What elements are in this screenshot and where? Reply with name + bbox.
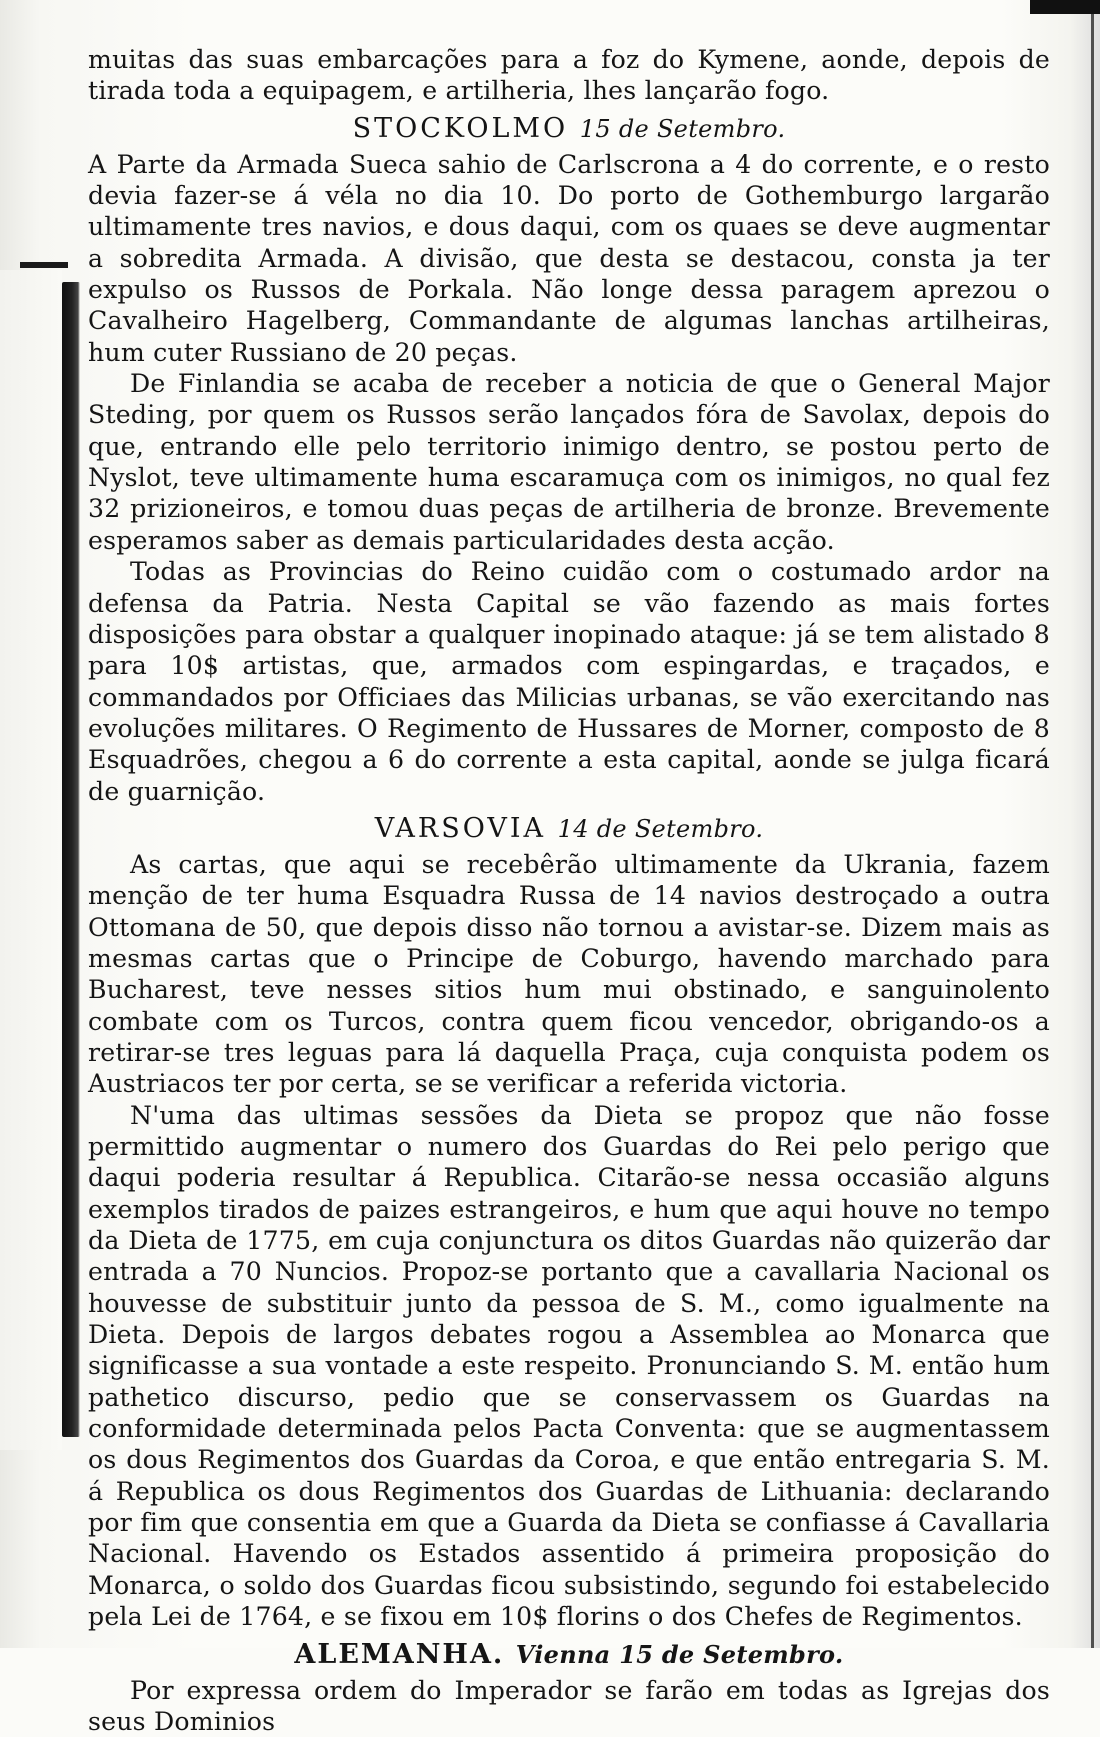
paragraph-stockolmo-1: A Parte da Armada Sueca sahio de Carlscrona a 4 do corrente, e o resto devia fazer-se á véla no dia 10. Do porto de Gothemburgo largarão ultimamente tres navios, e dous daqui, com os quaes se deve augmentar a sobredita Armada. A divisão, que desta se destacou, consta ja ter expulso os Russos de Porkala. Não longe dessa paragem aprezou o Cavalheiro Hagelberg, Commandante de algumas lanchas artilheiras, hum cuter Russiano de 20 peças. — [88, 149, 1050, 368]
binding-mark — [20, 262, 68, 268]
paragraph-stockolmo-2: De Finlandia se acaba de receber a noticia de que o General Major Steding, por quem os Russos serão lançados fóra de Savolax, depois do que, entrando elle pelo territorio inimigo dentro, se postou perto de Nyslot, teve ultimamente huma escaramuça com os inimigos, no qual fez 32 prizioneiros, e tomou duas peças de artilheria de bronze. Brevemente esperamos saber as demais particularidades desta acção. — [88, 368, 1050, 556]
dateline-date: 14 de Setembro. — [558, 815, 764, 843]
dateline-date: Vienna 15 de Setembro. — [516, 1640, 844, 1669]
page-corner — [1030, 0, 1100, 14]
page-edge — [1091, 0, 1094, 1648]
dateline-varsovia — [88, 811, 1050, 847]
dateline-stockolmo — [88, 111, 1050, 147]
dateline-place: STOCKOLMO — [353, 113, 569, 144]
binding-edge — [62, 282, 80, 1437]
paragraph-varsovia-1: As cartas, que aqui se recebêrão ultimamente da Ukrania, fazem menção de ter huma Esquadra Russa de 14 navios destroçado a outra Ottomana de 50, que depois disso não tornou a avistar-se. Dizem mais as mesmas cartas que o Principe de Coburgo, havendo marchado para Bucharest, teve nesses sitios hum mui obstinado, e sanguinolento combate com os Turcos, contra quem ficou vencedor, obrigando-os a retirar-se tres leguas para lá daquella Praça, cuja conquista podem os Austriacos ter por certa, se se verificar a referida victoria. — [88, 849, 1050, 1100]
dateline-place: VARSOVIA — [375, 813, 546, 844]
article-text — [88, 44, 1050, 1737]
paragraph-continuation: muitas das suas embarcações para a foz do Kymene, aonde, depois de tirada toda a equipagem, e artilheria, lhes lançarão fogo. — [88, 44, 1050, 107]
paragraph-stockolmo-3: Todas as Provincias do Reino cuidão com o costumado ardor na defensa da Patria. Nesta Capital se vão fazendo as mais fortes disposições para obstar a qualquer inopinado ataque: já se tem alistado 8 para 10$ artistas, que, armados com espingardas, e traçados, e commandados por Officiaes das Milicias urbanas, se vão exercitando nas evoluções militares. O Regimento de Hussares de Morner, composto de 8 Esquadrões, chegou a 6 do corrente a esta capital, aonde se julga ficará de guarnição. — [88, 556, 1050, 807]
paragraph-alemanha-1: Por expressa ordem do Imperador se farão em todas as Igrejas dos seus Dominios — [88, 1675, 1050, 1737]
paragraph-varsovia-2: N'uma das ultimas sessões da Dieta se propoz que não fosse permittido augmentar o numero dos Guardas do Rei pelo perigo que daqui poderia resultar á Republica. Citarão-se nessa occasião alguns exemplos tirados de paizes estrangeiros, e hum que aqui houve no tempo da Dieta de 1775, em cuja conjunctura os ditos Guardas não quizerão dar entrada a 70 Nuncios. Propoz-se portanto que a cavallaria Nacional os houvesse de substituir junto da pessoa de S. M., como igualmente na Dieta. Depois de largos debates rogou a Assemblea ao Monarca que significasse a sua vontade a este respeito. Pronunciando S. M. então hum pathetico discurso, pedio que se conservassem os Guardas na conformidade determinada pelos Pacta Conventa: que se augmentassem os dous Regimentos dos Guardas da Coroa, e que então entregaria S. M. á Republica os dous Regimentos dos Guardas de Lithuania: declarando por fim que consentia em que a Guarda da Dieta se confiasse á Cavallaria Nacional. Havendo os Estados assentido á primeira proposição do Monarca, o soldo dos Guardas ficou subsistindo, segundo foi estabelecido pela Lei de 1764, e se fixou em 10$ florins o dos Chefes de Regimentos. — [88, 1100, 1050, 1633]
dateline-date: 15 de Setembro. — [580, 115, 786, 143]
page-shadow — [0, 270, 62, 1450]
dateline-place: ALEMANHA. — [294, 1639, 504, 1670]
dateline-alemanha — [88, 1637, 1050, 1673]
